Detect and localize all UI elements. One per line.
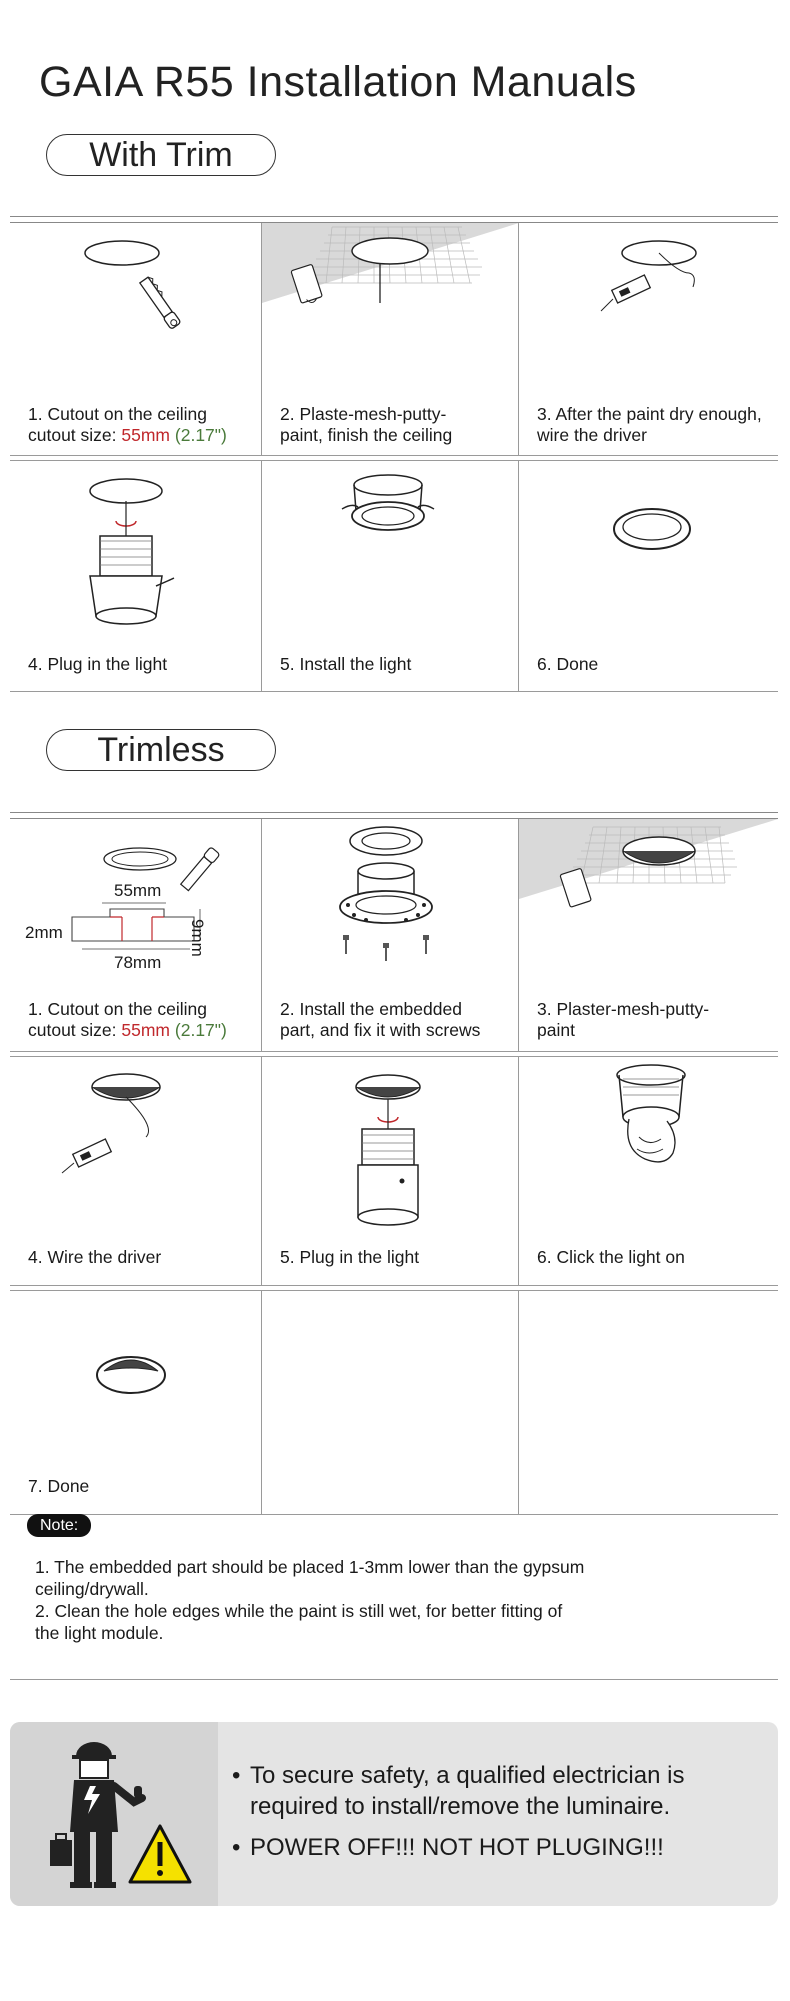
- trimless-wire-driver-illustration: [10, 1057, 262, 1257]
- warning-triangle-icon: [10, 1722, 218, 1906]
- page-title: GAIA R55 Installation Manuals: [39, 58, 637, 106]
- step-cell: [519, 461, 778, 691]
- trimless-cutout-illustration: [10, 819, 262, 1019]
- section-label-with-trim: With Trim: [46, 134, 276, 176]
- step-caption: 3. Plaster-mesh-putty- paint: [537, 999, 710, 1040]
- electrician-panel: [10, 1722, 218, 1906]
- step-caption: 4. Plug in the light: [28, 654, 168, 674]
- safety-line: • To secure safety, a qualified electrician is required to install/remove the luminaire.: [232, 1760, 684, 1822]
- plaster-illustration: [519, 819, 778, 1019]
- step-row: [10, 223, 778, 455]
- done-illustration: [519, 461, 778, 661]
- divider: [10, 1679, 778, 1680]
- section-divider: [10, 812, 778, 819]
- install-light-illustration: [262, 461, 519, 661]
- step-cell: [519, 1057, 778, 1285]
- wire-driver-illustration: [519, 223, 778, 423]
- cutout-illustration: [10, 223, 262, 423]
- note-text: [35, 1556, 675, 1644]
- dimension-label: 78mm: [114, 953, 162, 972]
- step-caption: 6. Done: [537, 654, 599, 674]
- step-cell: [10, 1057, 262, 1285]
- step-cell: [10, 223, 262, 455]
- section-label-trimless: Trimless: [46, 729, 276, 771]
- step-caption: 3. After the paint dry enough, wire the driver: [537, 404, 762, 445]
- step-cell: [262, 1057, 519, 1285]
- step-caption: 6. Click the light on: [537, 1247, 685, 1267]
- step-cell: [262, 223, 519, 455]
- step-row: [10, 461, 778, 692]
- step-cell: [10, 819, 262, 1051]
- step-cell: [519, 819, 778, 1051]
- dimension-label: 55mm: [114, 881, 162, 900]
- step-cell: [519, 223, 778, 455]
- step-caption: 5. Plug in the light: [280, 1247, 420, 1267]
- empty-cell: [519, 1291, 778, 1514]
- embedded-part-illustration: [262, 819, 519, 1019]
- step-cell: [262, 819, 519, 1051]
- safety-line: • POWER OFF!!! NOT HOT PLUGING!!!: [232, 1832, 684, 1863]
- click-light-illustration: [519, 1057, 778, 1257]
- step-row: [10, 819, 778, 1051]
- dimension-label: 9mm: [188, 919, 207, 957]
- dimension-label: 2mm: [25, 923, 63, 942]
- step-row: [10, 1291, 778, 1515]
- note-line: 2. Clean the hole edges while the paint is still wet, for better fitting of: [35, 1601, 563, 1621]
- step-caption: 5. Install the light: [280, 654, 412, 674]
- trimless-plug-light-illustration: [262, 1057, 519, 1257]
- step-caption: 2. Plaste-mesh-putty- paint, finish the ceiling: [280, 404, 453, 445]
- step-cell: [10, 461, 262, 691]
- step-cell: [262, 461, 519, 691]
- step-row: [10, 1057, 778, 1285]
- empty-cell: [262, 1291, 519, 1514]
- step-caption: 4. Wire the driver: [28, 1247, 162, 1267]
- trimless-done-illustration: [10, 1291, 262, 1491]
- note-line: the light module.: [35, 1623, 164, 1643]
- step-cell: [10, 1291, 262, 1514]
- step-caption: 7. Done: [28, 1476, 90, 1496]
- plug-light-illustration: [10, 461, 262, 661]
- note-line: 1. The embedded part should be placed 1-3mm lower than the gypsum: [35, 1557, 585, 1577]
- section-divider: [10, 216, 778, 223]
- step-caption: 1. Cutout on the ceiling cutout size: 55mm (2.17"): [28, 404, 227, 445]
- safety-banner: [10, 1722, 778, 1906]
- note-label: Note:: [27, 1514, 91, 1537]
- step-caption: 2. Install the embedded part, and fix it with screws: [280, 999, 481, 1040]
- safety-text: [232, 1760, 684, 1863]
- step-caption: 1. Cutout on the ceiling cutout size: 55mm (2.17"): [28, 999, 227, 1040]
- note-line: ceiling/drywall.: [35, 1579, 149, 1599]
- ceiling-finish-illustration: [262, 223, 519, 423]
